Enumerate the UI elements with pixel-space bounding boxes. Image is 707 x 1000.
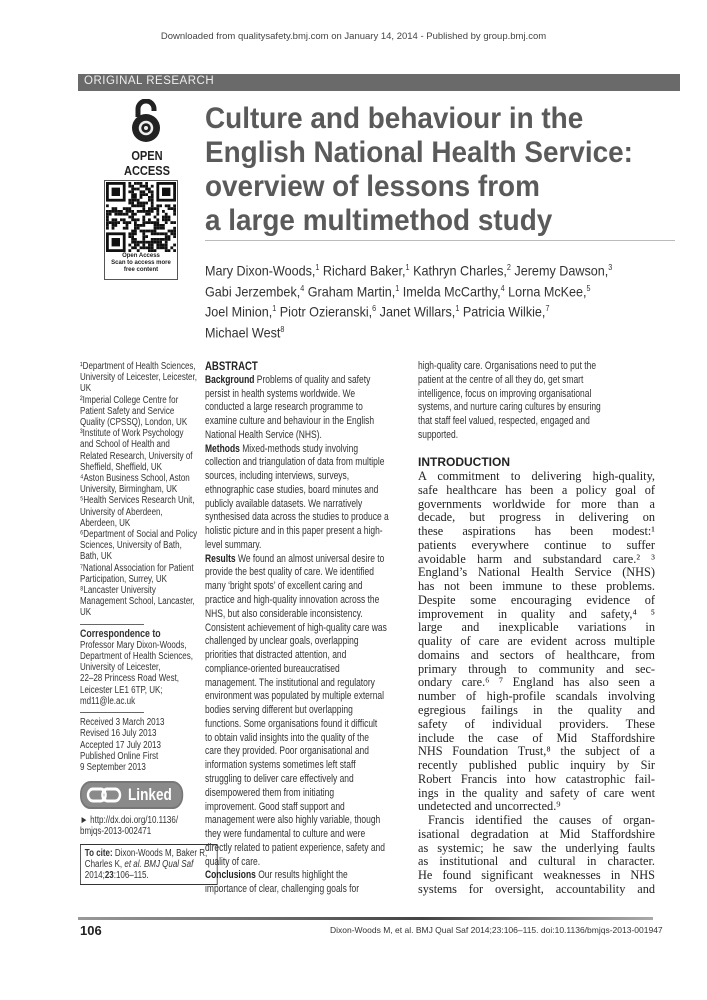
abstract-line: compliance-oriented bureaucratised — [205, 662, 340, 675]
abstract-heading: ABSTRACT — [205, 359, 258, 373]
affiliation-line: Participation, Surrey, UK — [80, 573, 167, 585]
body-text-line: large and inexplicable variations in — [418, 620, 655, 635]
body-text-line: quality of care are evident across multiple — [418, 634, 655, 649]
abstract-line — [205, 869, 401, 883]
abstract-line: supported. — [418, 428, 459, 441]
abstract-line: synthesised data across the studies to produce a — [205, 511, 389, 524]
abstract-continued — [418, 360, 655, 443]
author-affiliation-number: 1 — [395, 283, 400, 293]
author-name: Patricia Wilkie, — [462, 303, 546, 320]
open-access-lock-icon — [128, 99, 164, 143]
title-line: English National Health Service: — [205, 136, 633, 169]
author-affiliation-number: 2 — [506, 263, 511, 272]
abstract-line: systems, and nurture caring cultures by ensuring — [418, 401, 601, 414]
author-affiliation-number: 6 — [372, 304, 377, 314]
author-affiliation-number: 7 — [545, 304, 550, 314]
abstract-line: that staff feel valued, respected, engaged and — [418, 415, 590, 428]
abstract-subheading: Conclusions — [205, 869, 256, 882]
publication-dates — [80, 717, 195, 773]
author-name: Mary Dixon-Woods, — [205, 262, 316, 279]
author-affiliation-number: 1 — [272, 304, 277, 314]
affiliation-line: Related Research, University of — [80, 450, 193, 462]
affiliation-line: UK — [80, 383, 92, 395]
body-text-line: governments worldwide for more than a — [418, 496, 655, 511]
author-name: Jeremy Dawson, — [514, 262, 609, 279]
linked-doi-link[interactable] — [80, 815, 195, 837]
body-text-line: recently published public inquiry by Sir — [418, 758, 655, 773]
abstract-line: struggling to deliver care effectively and — [205, 772, 354, 785]
qr-code-icon[interactable] — [106, 182, 176, 252]
body-text-line: include the case of Mid Staffordshire — [418, 730, 655, 745]
affiliation-line: University, Birmingham, UK — [80, 484, 178, 496]
author-name: Joel Minion, — [205, 303, 273, 320]
affiliation-line: Bath, UK — [80, 551, 113, 563]
author-line — [205, 259, 612, 280]
open-access-label: OPEN ACCESS — [123, 148, 171, 178]
body-text-line: has not been immune to these problems. — [418, 579, 655, 594]
qr-code-panel[interactable] — [104, 180, 178, 280]
abstract-line: collection and triangulation of data from multiple — [205, 456, 385, 469]
abstract-line: they were fundamental to culture and were — [205, 828, 366, 841]
correspondence-line: 22–28 Princess Road West, — [80, 673, 180, 685]
title-line: a large multimethod study — [205, 204, 553, 237]
cite-volume: 23 — [104, 869, 114, 881]
abstract-line: bodies serving different but overlapping — [205, 704, 353, 717]
divider — [80, 624, 144, 625]
qr-caption-line: free content — [123, 267, 159, 273]
author-name: Piotr Ozieranski, — [279, 303, 373, 320]
article-title — [205, 102, 633, 238]
affiliation-line: and School of Health and — [80, 439, 170, 451]
correspondence-address — [80, 640, 195, 707]
download-header: Downloaded from qualitysafety.bmj.com on January 14, 2014 - Published by group.bmj.com — [160, 31, 547, 42]
author-name: Gabi Jerzembek, — [205, 283, 301, 300]
abstract-line: publicly available datasets. We narratively — [205, 497, 363, 510]
body-text-line: number of high-profile scandals involving — [418, 689, 655, 704]
author-affiliation-number: 4 — [500, 283, 505, 293]
body-text-line: as systemic; he saw the underlying faults — [418, 840, 655, 855]
body-text-line: domains and sectors of healthcare, from — [418, 647, 655, 662]
abstract — [205, 360, 401, 897]
abstract-line: level summary. — [205, 538, 262, 551]
cite-year: 2014; — [84, 869, 105, 881]
cite-label: To cite: — [84, 847, 113, 859]
affiliation-line: UK — [80, 607, 92, 619]
abstract-text: Our results highlight the — [255, 869, 348, 882]
author-affiliation-number: 5 — [586, 283, 591, 293]
abstract-line: priorities that distracted attention, and — [205, 649, 347, 662]
author-name: Lorna McKee, — [508, 283, 587, 300]
body-text-line: egregious failings in the quality and — [418, 703, 655, 718]
body-text-line: A commitment to delivering high-quality, — [418, 469, 655, 483]
body-text-line: improvement in quality and safety,⁴ ⁵ — [418, 606, 655, 621]
abstract-subheading: Methods — [205, 442, 240, 455]
body-text-line: as institutional and cultural in character. — [418, 854, 655, 869]
author-name: Richard Baker, — [322, 262, 406, 279]
author-name: Janet Willars, — [379, 303, 456, 320]
author-line — [205, 280, 612, 301]
author-name: Imelda McCarthy, — [402, 283, 501, 300]
correspondence-line: University of Leicester, — [80, 662, 161, 674]
body-text-line: safe healthcare has been a policy goal of — [418, 482, 655, 497]
affiliations — [80, 361, 198, 619]
body-text-line: isational degradation at Mid Staffordshire — [418, 826, 655, 841]
abstract-subheading: Background — [205, 373, 255, 386]
abstract-line: many ‘bright spots’ of excellent caring and — [205, 580, 363, 593]
abstract-line — [205, 553, 401, 567]
abstract-line — [205, 443, 401, 457]
affiliation-line: ⁵Health Services Research Unit, — [80, 495, 195, 507]
abstract-line: management were also highly variable, though — [205, 814, 381, 827]
abstract-line: environment was populated by multiple external — [205, 690, 385, 703]
cite-journal: et al. BMJ Qual Saf — [124, 858, 194, 870]
divider — [80, 712, 144, 713]
abstract-line: intelligence, focus on improving organisational — [418, 387, 592, 400]
affiliation-line: ²Imperial College Centre for — [80, 394, 179, 406]
body-text-line: Despite some encouraging evidence of — [418, 592, 655, 607]
body-text-line: undetected and uncorrected.⁹ — [418, 799, 561, 814]
abstract-text: Mixed-methods study involving — [239, 442, 359, 455]
abstract-line: examine culture and behaviour in the English — [205, 415, 375, 428]
abstract-line: directly related to patient experience, safety and — [205, 841, 385, 854]
introduction-body — [418, 470, 655, 897]
footer-divider — [78, 917, 653, 920]
correspondence-line: Department of Health Sciences, — [80, 651, 193, 663]
affiliation-line: Management School, Lancaster, — [80, 596, 195, 608]
author-name: Graham Martin, — [307, 283, 396, 300]
body-text-line: systems for oversight, accountability and — [418, 881, 655, 896]
author-name: Kathryn Charles, — [413, 262, 507, 279]
body-text-line: decade, but progress in delivering on — [418, 510, 655, 525]
abstract-line: functions. Some organisations found it difficult — [205, 717, 378, 730]
title-line: overview of lessons from — [205, 170, 540, 203]
affiliation-line: Quality (CPSSQ), London, UK — [80, 417, 188, 429]
abstract-line: quality of care. — [205, 855, 261, 868]
abstract-line: holistic picture and in this paper present a high- — [205, 525, 383, 538]
affiliation-line: ⁸Lancaster University — [80, 585, 156, 597]
abstract-line: patient at the centre of all they do, get smart — [418, 373, 584, 386]
abstract-body — [205, 374, 401, 897]
correspondence-heading: Correspondence to — [80, 627, 161, 640]
abstract-line: conducted a large research programme to — [205, 401, 363, 414]
date-line: 9 September 2013 — [80, 761, 146, 773]
affiliation-line: University of Leicester, Leicester, — [80, 372, 197, 384]
affiliation-line: University of Aberdeen, — [80, 506, 163, 518]
affiliation-line: Patient Safety and Service — [80, 405, 175, 417]
footer-citation: Dixon-Woods M, et al. BMJ Qual Saf 2014;23:106–115. doi:10.1136/bmjqs-2013-001947 — [330, 925, 663, 935]
body-text-line: safety of individual providers. These — [418, 716, 655, 731]
author-line — [205, 321, 612, 342]
abstract-line: care they provided. Poor organisational and — [205, 745, 369, 758]
author-affiliation-number: 3 — [608, 263, 613, 272]
affiliation-line: ⁶Department of Social and Policy — [80, 529, 198, 541]
affiliation-line: ³Institute of Work Psychology — [80, 428, 184, 440]
author-affiliation-number: 1 — [405, 263, 410, 272]
qr-caption-line: Open Access — [122, 253, 160, 259]
abstract-line: management. The institutional and regulatory — [205, 676, 375, 689]
author-affiliation-number: 8 — [280, 324, 285, 334]
body-text-line: these aspirations has been modest:¹ — [418, 524, 655, 539]
affiliation-line: ⁴Aston Business School, Aston — [80, 473, 190, 485]
body-text-line: ondary care.⁶ ⁷ England has also seen a — [418, 675, 655, 690]
affiliation-line: Sheffield, Sheffield, UK — [80, 461, 162, 473]
abstract-line: importance of clear, challenging goals for — [205, 883, 360, 896]
body-text-line: patients everywhere continue to suffer — [418, 537, 655, 552]
affiliation-line: ¹Department of Health Sciences, — [80, 361, 196, 372]
to-cite-box — [80, 844, 218, 886]
section-banner — [78, 74, 680, 91]
author-line — [205, 300, 612, 321]
qr-caption-line: Scan to access more — [111, 260, 171, 266]
affiliation-line: Aberdeen, UK — [80, 517, 131, 529]
body-text-line: NHS Foundation Trust,⁸ the subject of a — [418, 744, 655, 759]
abstract-line: NHS, but also considerable inconsistency. — [205, 607, 363, 620]
abstract-line: sources, including interviews, surveys, — [205, 470, 350, 483]
doi-line[interactable]: bmjqs-2013-002471 — [80, 826, 152, 838]
date-line: Published Online First — [80, 750, 159, 762]
section-label: ORIGINAL RESEARCH — [84, 75, 215, 87]
correspondence-line: Professor Mary Dixon-Woods, — [80, 639, 187, 651]
abstract-line: provide the best quality of care. We identified — [205, 566, 374, 579]
introduction-heading: INTRODUCTION — [418, 455, 510, 469]
date-line: Accepted 17 July 2013 — [80, 739, 161, 751]
abstract-line — [205, 374, 401, 388]
abstract-text: Problems of quality and safety — [254, 373, 371, 386]
body-text-line: England’s National Health Service (NHS) — [418, 565, 655, 580]
author-affiliation-number: 4 — [300, 283, 305, 293]
doi-line[interactable]: ► http://dx.doi.org/10.1136/ — [80, 815, 179, 827]
abstract-line: improvement. Good staff support and — [205, 800, 345, 813]
date-line: Received 3 March 2013 — [80, 717, 165, 729]
correspondence-line: Leicester LE1 6TP, UK; — [80, 684, 163, 696]
cite-text: Dixon-Woods M, Baker R, Charles K, — [84, 847, 208, 870]
abstract-text: We found an almost universal desire to — [235, 552, 385, 565]
body-text-line: He found significant weaknesses in NHS — [418, 868, 655, 883]
body-text-line: Francis identified the causes of organ- — [428, 813, 655, 828]
title-line: Culture and behaviour in the — [205, 102, 584, 135]
chain-link-icon — [86, 786, 121, 804]
affiliation-line: Sciences, University of Bath, — [80, 540, 182, 552]
linked-label: Linked — [128, 785, 172, 805]
abstract-line: National Health Service (NHS). — [205, 428, 322, 441]
author-list — [205, 259, 612, 342]
body-text-line: primary through to community and sec- — [418, 661, 655, 676]
date-line: Revised 16 July 2013 — [80, 728, 157, 740]
cite-pages: :106–115. — [113, 869, 149, 881]
abstract-line: disempowered them from initiating — [205, 786, 335, 799]
body-text-line: ings in the quality and safety of care went — [418, 785, 655, 800]
abstract-subheading: Results — [205, 552, 236, 565]
abstract-line: practice and high-quality innovation across the — [205, 594, 380, 607]
body-text-line: avoidable harm and substandard care.² ³ — [418, 551, 655, 566]
author-affiliation-number: 1 — [315, 263, 320, 272]
abstract-line: challenged by unclear goals, overlapping — [205, 635, 359, 648]
abstract-line: persist in health systems worldwide. We — [205, 387, 356, 400]
author-affiliation-number: 1 — [455, 304, 460, 314]
author-name: Michael West — [205, 324, 281, 341]
abstract-line: information systems sometimes left staff — [205, 759, 356, 772]
abstract-line: ethnographic case studies, board minutes and — [205, 483, 379, 496]
abstract-line: Consistent achievement of high-quality care was — [205, 621, 387, 634]
divider — [205, 240, 675, 241]
qr-caption — [105, 253, 177, 274]
correspondence-line: md11@le.ac.uk — [80, 695, 136, 707]
page-number: 106 — [80, 923, 102, 938]
abstract-line: high-quality care. Organisations need to put the — [418, 360, 597, 372]
sidebar-notes — [80, 361, 208, 885]
affiliation-line: ⁷National Association for Patient — [80, 562, 194, 574]
body-text-line: Robert Francis into how catastrophic fail- — [418, 771, 655, 786]
abstract-line: to obtain valid insights into the quality of the — [205, 731, 369, 744]
linked-badge[interactable] — [80, 781, 183, 809]
